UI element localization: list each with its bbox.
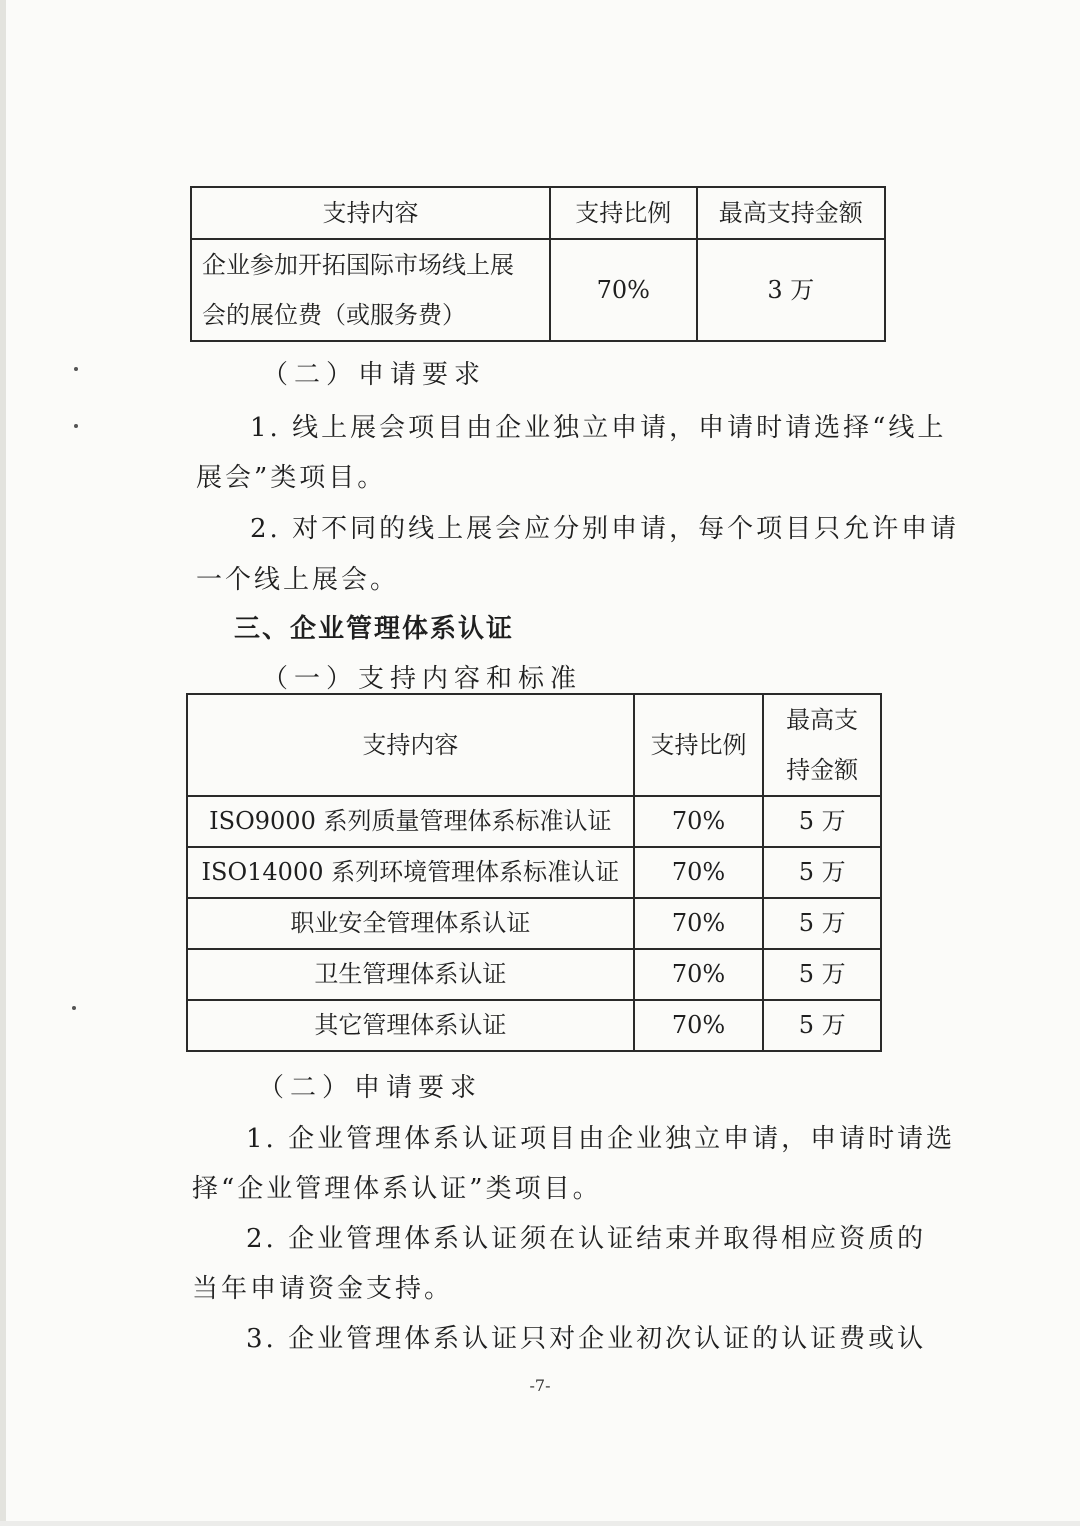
cell-content-line: 会的展位费（或服务费） [202,301,466,329]
table-header-row [187,694,881,796]
paragraph-line: 择“企业管理体系认证”类项目。 [192,1174,602,1204]
header-max-amount-line: 持金额 [786,756,859,784]
table-row [191,239,885,341]
cell-max-amount: 5 万 [763,796,881,847]
paragraph-line: 3. 企业管理体系认证只对企业初次认证的认证费或认 [246,1324,927,1354]
cell-support-ratio: 70% [634,847,764,898]
paragraph-line: 当年申请资金支持。 [192,1274,454,1304]
scan-edge-left [0,0,6,1526]
table-header-row [191,187,885,239]
cell-max-amount: 3 万 [697,239,885,341]
table-row [187,847,881,898]
paragraph-line: 2. 企业管理体系认证须在认证结束并取得相应资质的 [246,1224,927,1254]
paragraph-line: 一个线上展会。 [196,565,400,595]
section-heading: 三、企业管理体系认证 [234,614,515,644]
cell-support-ratio: 70% [550,239,697,341]
scan-speck [74,424,78,428]
cell-support-ratio: 70% [634,949,764,1000]
paragraph-line: 1. 线上展会项目由企业独立申请，申请时请选择“线上 [250,413,947,443]
cell-support-ratio: 70% [634,796,764,847]
cell-support-content: 职业安全管理体系认证 [187,898,634,949]
cell-content-line: 企业参加开拓国际市场线上展 [202,251,514,279]
table-row [187,796,881,847]
subheading-application-requirements: （二）申请要求 [258,1073,483,1103]
page-number: -7- [529,1376,551,1395]
header-support-content: 支持内容 [191,187,550,239]
header-support-ratio: 支持比例 [634,694,764,796]
header-max-amount-line: 最高支 [786,706,859,734]
cell-max-amount: 5 万 [763,847,881,898]
cell-support-content: 卫生管理体系认证 [187,949,634,1000]
subheading-application-requirements: （二）申请要求 [262,360,487,390]
online-expo-support-table [190,186,886,342]
management-certification-table [186,693,882,1052]
header-max-amount [763,694,881,796]
header-support-content: 支持内容 [187,694,634,796]
cell-support-content: ISO9000 系列质量管理体系标准认证 [187,796,634,847]
scan-edge-bottom [0,1521,1080,1526]
cell-support-ratio: 70% [634,898,764,949]
cell-max-amount: 5 万 [763,1000,881,1051]
cell-support-content: ISO14000 系列环境管理体系标准认证 [187,847,634,898]
scan-speck [74,367,78,371]
cell-support-content [191,239,550,341]
cell-support-content: 其它管理体系认证 [187,1000,634,1051]
paragraph-line: 1. 企业管理体系认证项目由企业独立申请，申请时请选 [246,1124,956,1154]
cell-max-amount: 5 万 [763,949,881,1000]
table-row [187,1000,881,1051]
header-support-ratio: 支持比例 [550,187,697,239]
paragraph-line: 2. 对不同的线上展会应分别申请，每个项目只允许申请 [250,514,960,544]
paragraph-line: 展会”类项目。 [196,463,387,493]
table-row [187,898,881,949]
cell-max-amount: 5 万 [763,898,881,949]
cell-support-ratio: 70% [634,1000,764,1051]
table-row [187,949,881,1000]
subheading-support-content-standards: （一）支持内容和标准 [262,664,583,694]
scan-speck [72,1006,76,1010]
header-max-amount: 最高支持金额 [697,187,885,239]
